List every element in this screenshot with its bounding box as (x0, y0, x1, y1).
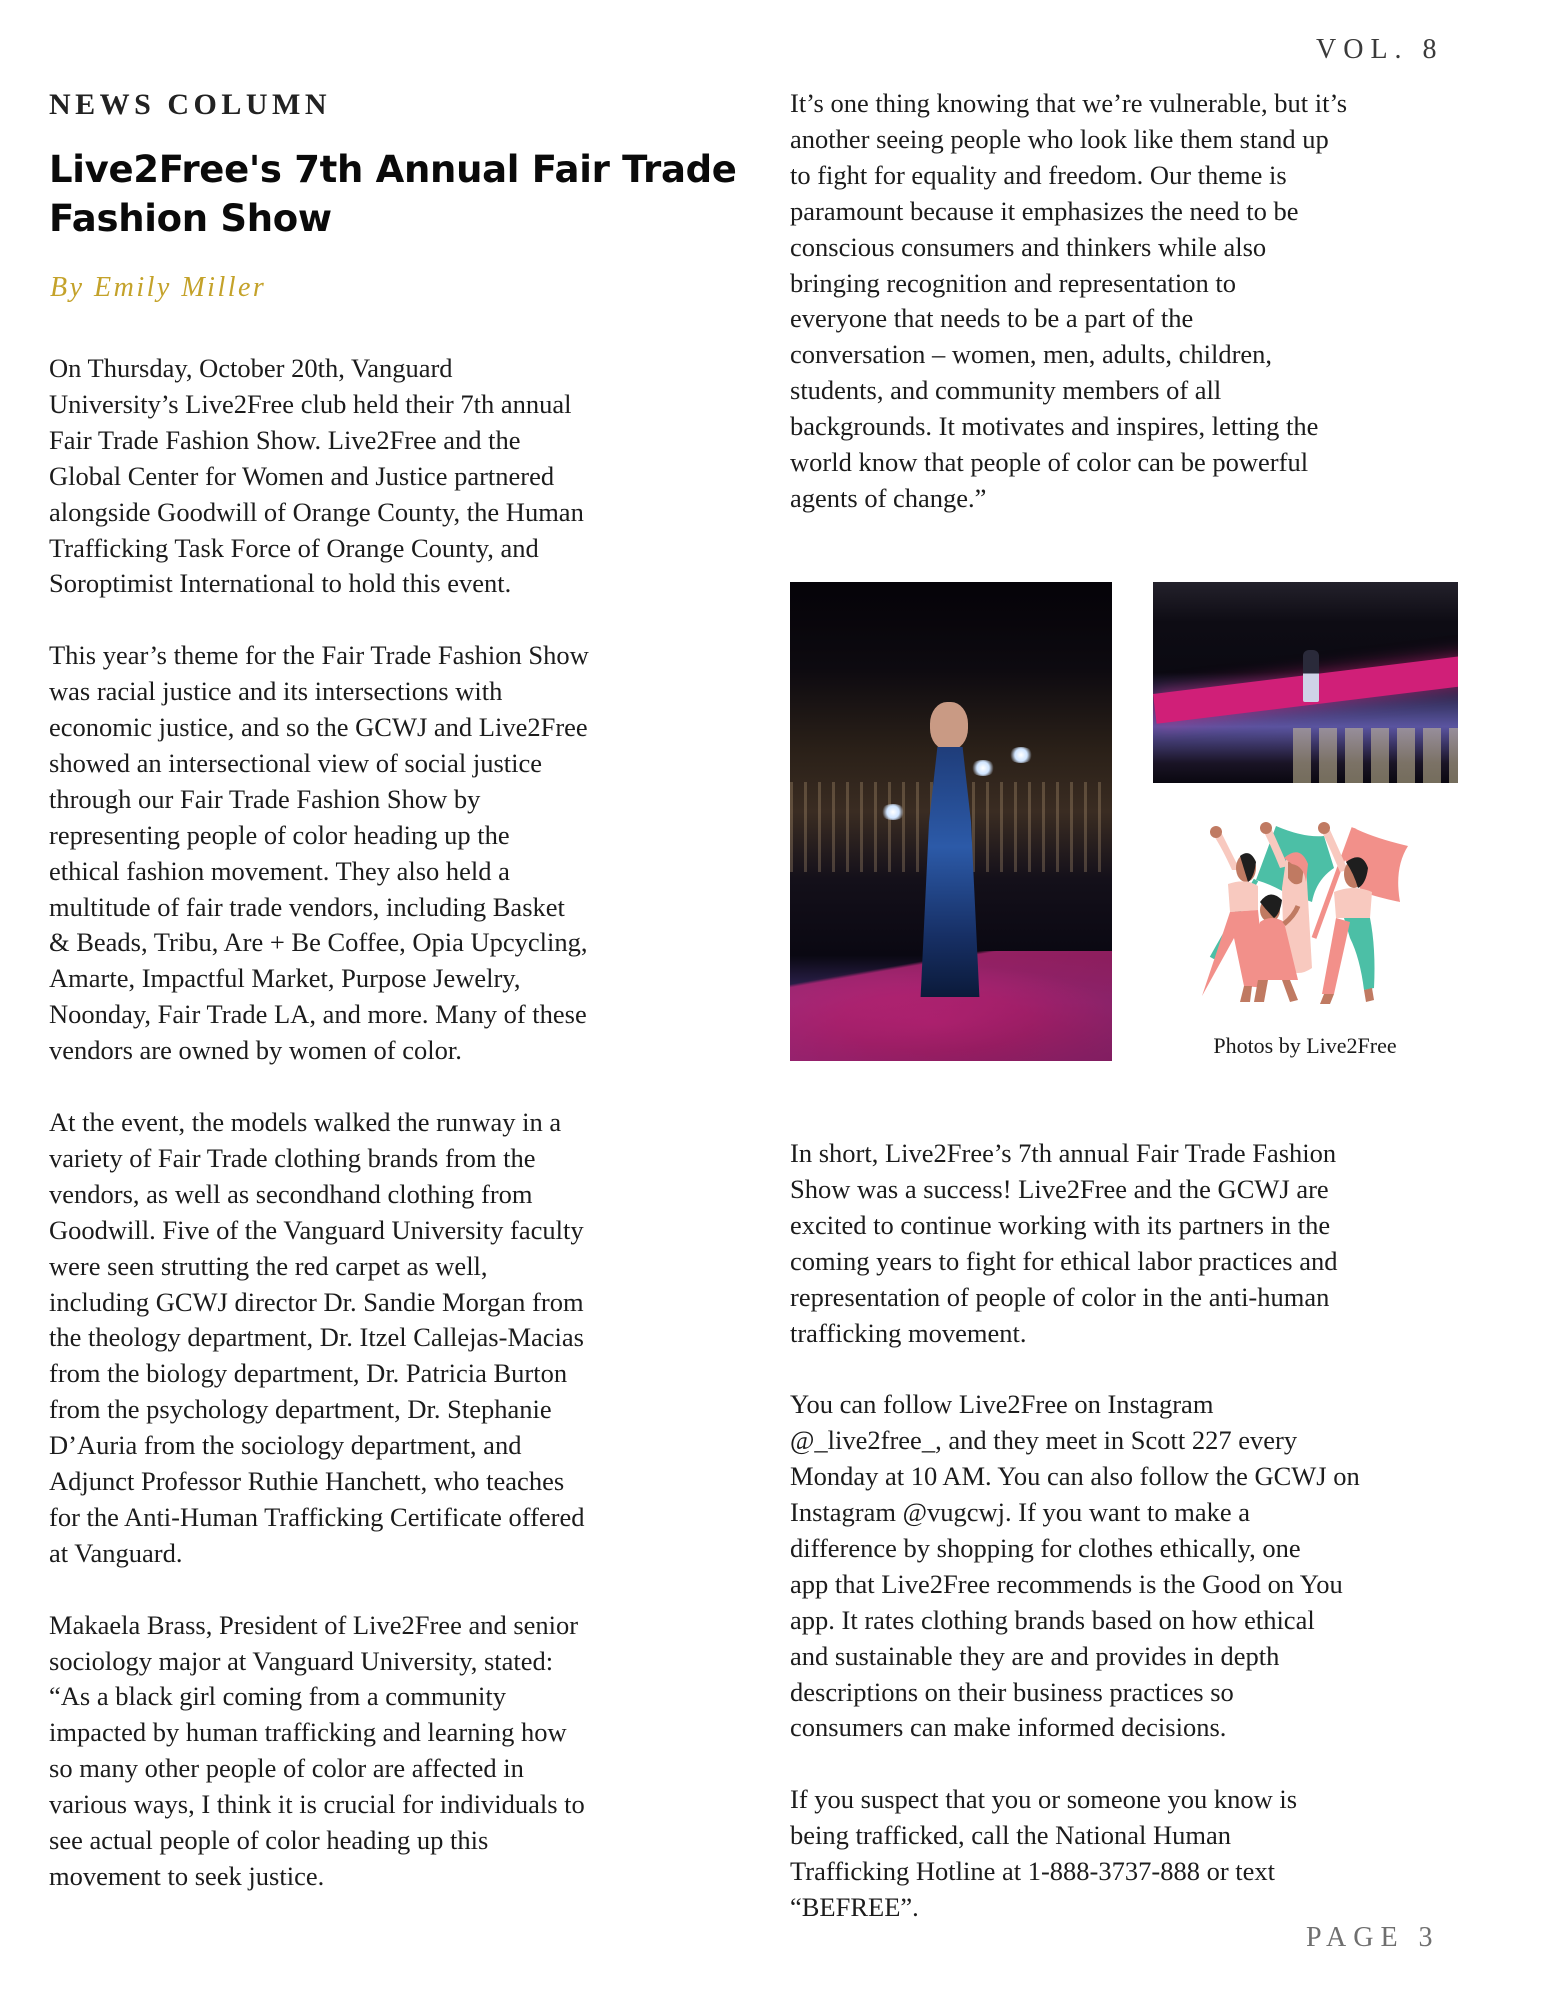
text-line: showed an intersectional view of social justice (49, 747, 543, 778)
text-line: representation of people of color in the anti-human (790, 1281, 1330, 1312)
text-line: conversation – women, men, adults, children, (790, 339, 1273, 370)
text-line: “BEFREE”. (790, 1892, 919, 1922)
text-line: backgrounds. It motivates and inspires, letting the (790, 411, 1319, 442)
text-line: the theology department, Dr. Itzel Callejas-Macias (49, 1322, 584, 1353)
text-line: Global Center for Women and Justice partnered (49, 460, 555, 491)
text-line: various ways, I think it is crucial for individuals to (49, 1789, 585, 1820)
text-line: world know that people of color can be powerful (790, 447, 1309, 478)
photo-detail-model (1303, 650, 1319, 702)
page-number: PAGE 3 (1306, 1922, 1440, 1953)
text-line: This year’s theme for the Fair Trade Fashion Show (49, 640, 589, 671)
women-with-flags-illustration (1194, 818, 1426, 1006)
right-column-text (790, 1136, 1490, 1926)
text-line: vendors are owned by women of color. (49, 1035, 462, 1066)
stage-light (1008, 747, 1034, 763)
text-line: app. It rates clothing brands based on how ethical (790, 1604, 1315, 1635)
article-title (49, 145, 749, 243)
photo-detail-chairs (1293, 728, 1458, 783)
byline: By Emily Miller (50, 272, 267, 303)
text-line: Goodwill. Five of the Vanguard University faculty (49, 1214, 584, 1245)
text-line: see actual people of color heading up this (49, 1825, 489, 1856)
stage-light (880, 804, 906, 820)
text-line: Trafficking Task Force of Orange County, and (49, 532, 539, 563)
text-line: ethical fashion movement. They also held a (49, 855, 510, 886)
text-line: being trafficked, call the National Human (790, 1820, 1232, 1851)
text-line: economic justice, and so the GCWJ and Live2Free (49, 712, 588, 743)
runway-model-photo (790, 582, 1112, 1061)
text-line: everyone that needs to be a part of the (790, 303, 1194, 334)
text-line: Fair Trade Fashion Show. Live2Free and the (49, 424, 521, 455)
text-line: impacted by human trafficking and learning how (49, 1717, 567, 1748)
text-line: students, and community members of all (790, 375, 1222, 406)
text-line: You can follow Live2Free on Instagram (790, 1389, 1214, 1420)
paragraph (790, 1136, 1490, 1351)
section-label: NEWS COLUMN (49, 88, 332, 121)
text-line: from the psychology department, Dr. Stephanie (49, 1394, 552, 1425)
text-line: were seen strutting the red carpet as well, (49, 1250, 488, 1281)
runway-wide-photo (1153, 582, 1458, 783)
right-column-quote-text (790, 86, 1490, 517)
text-line: for the Anti-Human Trafficking Certificate offered (49, 1501, 585, 1532)
text-line: movement to seek justice. (49, 1861, 325, 1892)
text-line: Noonday, Fair Trade LA, and more. Many of these (49, 999, 587, 1030)
text-line: and sustainable they are and provides in depth (790, 1640, 1280, 1671)
text-line: “As a black girl coming from a community (49, 1681, 507, 1712)
left-column-text (49, 351, 739, 1895)
paragraph (49, 351, 739, 602)
text-line: Show was a success! Live2Free and the GCWJ are (790, 1173, 1329, 1204)
text-line: was racial justice and its intersections with (49, 676, 503, 707)
text-line: variety of Fair Trade clothing brands from the (49, 1142, 536, 1173)
text-line: On Thursday, October 20th, Vanguard (49, 353, 453, 383)
text-line: Monday at 10 AM. You can also follow the GCWJ on (790, 1461, 1360, 1492)
text-line: another seeing people who look like them stand up (790, 123, 1329, 154)
text-line: through our Fair Trade Fashion Show by (49, 783, 481, 814)
text-line: representing people of color heading up the (49, 819, 510, 850)
text-line: Amarte, Impactful Market, Purpose Jewelry, (49, 963, 521, 994)
text-line: app that Live2Free recommends is the Good on You (790, 1568, 1343, 1599)
paragraph (49, 638, 739, 1069)
text-line: @_live2free_, and they meet in Scott 227 every (790, 1425, 1298, 1456)
text-line: It’s one thing knowing that we’re vulnerable, but it’s (790, 88, 1348, 118)
text-line: to fight for equality and freedom. Our theme is (790, 159, 1287, 190)
text-line: & Beads, Tribu, Are + Be Coffee, Opia Upcycling, (49, 927, 588, 958)
text-line: conscious consumers and thinkers while also (790, 231, 1267, 262)
text-line: difference by shopping for clothes ethically, one (790, 1532, 1301, 1563)
text-line: Adjunct Professor Ruthie Hanchett, who teaches (49, 1466, 565, 1497)
text-line: descriptions on their business practices so (790, 1676, 1234, 1707)
text-line: In short, Live2Free’s 7th annual Fair Trade Fashion (790, 1138, 1337, 1168)
text-line: trafficking movement. (790, 1317, 1027, 1348)
text-line: bringing recognition and representation to (790, 267, 1236, 298)
text-line: University’s Live2Free club held their 7th annual (49, 388, 572, 419)
text-line: Instagram @vugcwj. If you want to make a (790, 1497, 1251, 1528)
text-line: multitude of fair trade vendors, including Basket (49, 891, 565, 922)
photo-detail-model (930, 702, 968, 750)
photo-caption: Photos by Live2Free (1213, 1033, 1397, 1058)
text-line: At the event, the models walked the runway in a (49, 1107, 562, 1137)
text-line: D’Auria from the sociology department, and (49, 1430, 522, 1461)
text-line: alongside Goodwill of Orange County, the Human (49, 496, 584, 527)
paragraph (790, 86, 1490, 517)
text-line: so many other people of color are affected in (49, 1753, 524, 1784)
text-line: including GCWJ director Dr. Sandie Morgan from (49, 1286, 584, 1317)
text-line: excited to continue working with its partners in the (790, 1209, 1331, 1240)
volume-label: VOL. 8 (1316, 34, 1444, 65)
paragraph (49, 1608, 739, 1895)
text-line: paramount because it emphasizes the need to be (790, 195, 1299, 226)
text-line: from the biology department, Dr. Patricia Burton (49, 1358, 568, 1389)
article-title-line: Live2Free's 7th Annual Fair Trade (49, 148, 737, 191)
text-line: coming years to fight for ethical labor practices and (790, 1245, 1338, 1276)
text-line: agents of change.” (790, 482, 987, 513)
text-line: at Vanguard. (49, 1537, 183, 1568)
text-line: vendors, as well as secondhand clothing from (49, 1178, 533, 1209)
paragraph (49, 1105, 739, 1572)
paragraph (790, 1387, 1490, 1746)
text-line: If you suspect that you or someone you know is (790, 1784, 1298, 1815)
paragraph (790, 1782, 1490, 1926)
text-line: Soroptimist International to hold this event. (49, 568, 512, 599)
text-line: Trafficking Hotline at 1-888-3737-888 or text (790, 1856, 1276, 1887)
text-line: consumers can make informed decisions. (790, 1712, 1227, 1743)
article-title-line: Fashion Show (49, 197, 332, 240)
stage-light (970, 760, 996, 776)
text-line: Makaela Brass, President of Live2Free and senior (49, 1609, 579, 1640)
text-line: sociology major at Vanguard University, stated: (49, 1645, 554, 1676)
